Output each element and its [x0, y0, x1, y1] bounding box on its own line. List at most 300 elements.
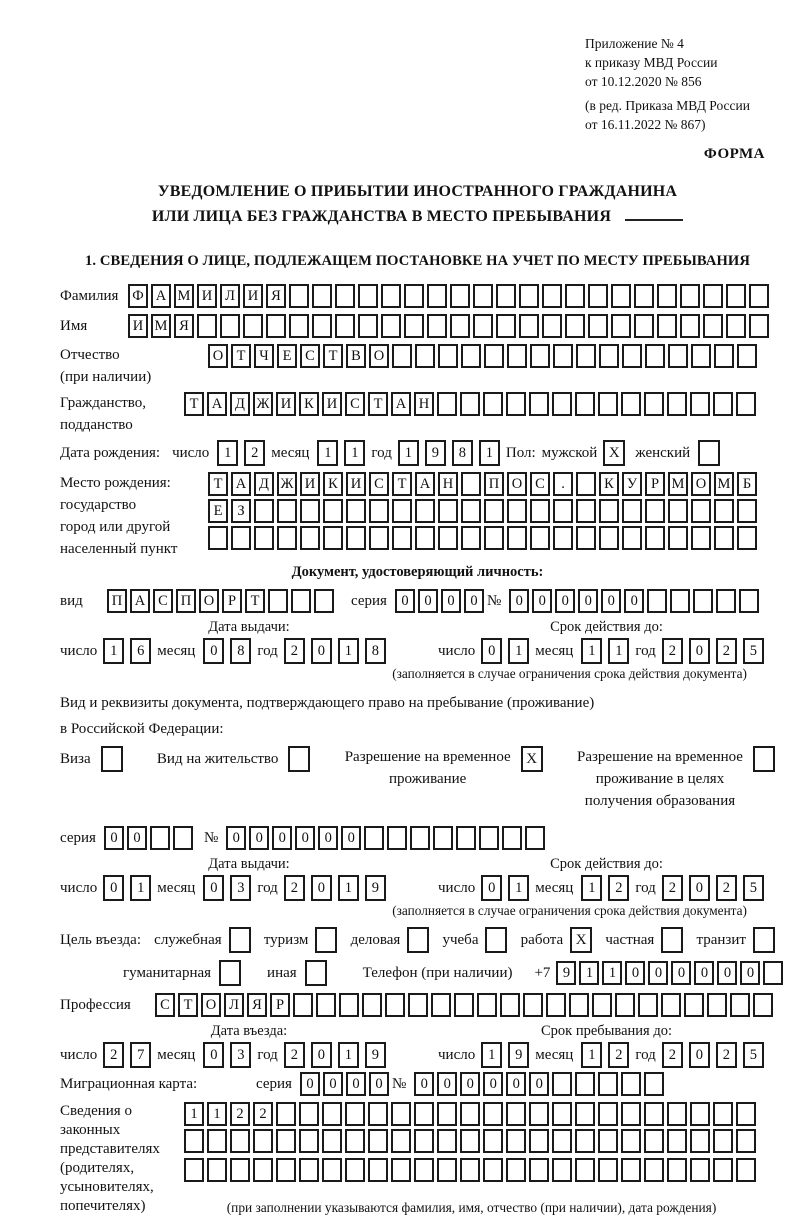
char-box: 2	[662, 638, 683, 664]
char-box	[456, 826, 476, 850]
char-box	[644, 1129, 664, 1153]
char-box: 0	[418, 589, 438, 613]
temp-residence-edu-label-line-3: получения образования	[584, 793, 736, 809]
temp-residence-label	[345, 746, 511, 790]
patronymic-label-line-2: (при наличии)	[60, 369, 152, 385]
char-box	[243, 314, 263, 338]
entry-date-header: Дата въезда:	[210, 1023, 288, 1039]
migration-card-series-boxes	[300, 1072, 392, 1096]
residence-issue-month-boxes	[203, 875, 257, 901]
char-box: К	[599, 472, 619, 496]
char-box: 2	[103, 1042, 124, 1068]
char-box: Т	[323, 344, 343, 368]
char-box: 0	[437, 1072, 457, 1096]
char-box: А	[415, 472, 435, 496]
stay-month-boxes	[581, 1042, 635, 1068]
char-box	[381, 284, 401, 308]
given-name-row	[60, 314, 775, 338]
char-box	[667, 1102, 687, 1126]
patronymic-row	[60, 344, 775, 388]
char-box	[335, 284, 355, 308]
char-box	[749, 284, 769, 308]
phone-prefix: +7	[534, 964, 551, 981]
sex-female-checkbox	[698, 440, 720, 466]
form-title	[60, 179, 775, 229]
char-box	[622, 526, 642, 550]
char-box	[645, 344, 665, 368]
char-box: А	[130, 589, 150, 613]
identity-doc-series-label: серия	[351, 592, 387, 609]
char-box: З	[231, 499, 251, 523]
char-box	[553, 499, 573, 523]
char-box: 0	[127, 826, 147, 850]
residence-doc-note: (заполняется в случае ограничения срока действия документа)	[392, 903, 747, 918]
char-box	[507, 526, 527, 550]
purpose-humanitarian-checkbox	[219, 960, 241, 986]
char-box: 7	[130, 1042, 151, 1068]
char-box: 0	[483, 1072, 503, 1096]
purpose-transit	[697, 927, 775, 953]
char-box	[299, 1158, 319, 1182]
char-box	[542, 284, 562, 308]
char-box	[657, 284, 677, 308]
sex-male-checkbox: X	[603, 440, 625, 466]
birth-place-label-line-3: город или другой	[60, 519, 171, 535]
birth-year-boxes	[398, 440, 506, 466]
identity-doc-number-label: №	[486, 592, 502, 609]
char-box: О	[201, 993, 221, 1017]
representatives-label-line-1: Сведения о	[60, 1103, 132, 1119]
char-box: 3	[230, 1042, 251, 1068]
char-box	[404, 314, 424, 338]
char-box: 9	[365, 1042, 386, 1068]
char-box: 1	[581, 1042, 602, 1068]
char-box	[737, 526, 757, 550]
year-label: год	[371, 444, 392, 461]
char-box	[438, 344, 458, 368]
char-box	[496, 284, 516, 308]
char-box	[300, 526, 320, 550]
char-box	[277, 499, 297, 523]
char-box	[427, 314, 447, 338]
purpose-business	[351, 927, 430, 953]
char-box	[716, 589, 736, 613]
char-box	[691, 499, 711, 523]
char-box	[460, 392, 480, 416]
char-box	[276, 1102, 296, 1126]
char-box	[644, 1102, 664, 1126]
citizenship-label-line-2: подданство	[60, 417, 133, 433]
residence-doc-dates-row	[60, 875, 775, 901]
purpose-study-label: учеба	[442, 931, 479, 948]
purpose-business-label: деловая	[350, 931, 401, 948]
char-box	[184, 1129, 204, 1153]
char-box	[668, 526, 688, 550]
char-box: Т	[231, 344, 251, 368]
representatives-row-2	[184, 1129, 759, 1153]
char-box: 2	[230, 1102, 250, 1126]
char-box: Я	[266, 284, 286, 308]
char-box	[657, 314, 677, 338]
char-box	[368, 1102, 388, 1126]
char-box	[598, 392, 618, 416]
char-box: 0	[341, 826, 361, 850]
char-box	[477, 993, 497, 1017]
char-box: А	[231, 472, 251, 496]
char-box	[254, 526, 274, 550]
char-box	[461, 526, 481, 550]
char-box	[184, 1158, 204, 1182]
char-box: 0	[532, 589, 552, 613]
birth-place-block	[60, 472, 775, 560]
char-box	[621, 1102, 641, 1126]
char-box	[314, 589, 334, 613]
char-box	[714, 344, 734, 368]
purpose-official	[154, 927, 251, 953]
char-box: М	[151, 314, 171, 338]
char-box	[575, 392, 595, 416]
char-box	[427, 284, 447, 308]
char-box	[293, 993, 313, 1017]
year-label: год	[257, 642, 278, 659]
char-box	[345, 1102, 365, 1126]
representatives-label	[60, 1102, 184, 1216]
purpose-business-checkbox	[407, 927, 429, 953]
char-box	[289, 284, 309, 308]
char-box: С	[530, 472, 550, 496]
purpose-transit-checkbox	[753, 927, 775, 953]
char-box	[690, 392, 710, 416]
char-box: 9	[365, 875, 386, 901]
identity-doc-issue-header: Дата выдачи:	[208, 619, 290, 635]
char-box: О	[691, 472, 711, 496]
purpose-private-checkbox	[661, 927, 683, 953]
char-box: М	[174, 284, 194, 308]
char-box	[615, 993, 635, 1017]
identity-doc-kind-label: вид	[60, 592, 83, 609]
char-box: Ж	[253, 392, 273, 416]
char-box	[552, 392, 572, 416]
char-box	[529, 392, 549, 416]
char-box	[433, 826, 453, 850]
char-box: 0	[249, 826, 269, 850]
char-box: 0	[578, 589, 598, 613]
month-label: месяц	[535, 642, 574, 659]
char-box: Р	[222, 589, 242, 613]
char-box	[647, 589, 667, 613]
char-box	[644, 1158, 664, 1182]
residence-issue-day-boxes	[103, 875, 157, 901]
char-box	[346, 499, 366, 523]
char-box	[667, 392, 687, 416]
temp-residence-edu-label	[577, 746, 743, 812]
char-box: 0	[300, 1072, 320, 1096]
char-box	[588, 314, 608, 338]
birth-date-row	[60, 440, 775, 466]
char-box	[276, 1158, 296, 1182]
char-box: 1	[479, 440, 500, 466]
char-box: 1	[481, 1042, 502, 1068]
char-box: 5	[743, 875, 764, 901]
char-box	[345, 1158, 365, 1182]
char-box: А	[151, 284, 171, 308]
identity-doc-date-headers	[60, 619, 775, 636]
given-name-label: Имя	[60, 317, 88, 334]
char-box	[506, 1129, 526, 1153]
given-name-boxes	[128, 314, 772, 338]
purpose-work	[521, 927, 593, 953]
purpose-other-checkbox	[305, 960, 327, 986]
section1-heading: 1. СВЕДЕНИЯ О ЛИЦЕ, ПОДЛЕЖАЩЕМ ПОСТАНОВКЕ НА УЧЕТ ПО МЕСТУ ПРЕБЫВАНИЯ	[84, 253, 751, 269]
char-box	[437, 1102, 457, 1126]
day-label: число	[60, 642, 98, 659]
char-box: И	[276, 392, 296, 416]
char-box	[339, 993, 359, 1017]
char-box	[437, 392, 457, 416]
char-box	[553, 344, 573, 368]
char-box: 0	[740, 961, 760, 985]
birth-place-label-line-4: населенный пункт	[60, 541, 178, 557]
char-box	[634, 314, 654, 338]
year-label: год	[257, 1046, 278, 1063]
char-box: К	[299, 392, 319, 416]
patronymic-boxes	[208, 344, 760, 368]
char-box: 8	[452, 440, 473, 466]
residence-permit-checkbox	[288, 746, 310, 772]
char-box	[598, 1072, 618, 1096]
birth-month-boxes	[317, 440, 371, 466]
entry-year-boxes	[284, 1042, 392, 1068]
char-box	[714, 526, 734, 550]
purpose-official-checkbox	[229, 927, 251, 953]
purpose-private	[605, 927, 683, 953]
char-box: 0	[460, 1072, 480, 1096]
char-box: 0	[601, 589, 621, 613]
char-box: 1	[508, 638, 529, 664]
char-box	[726, 284, 746, 308]
char-box	[588, 284, 608, 308]
char-box	[525, 826, 545, 850]
representatives-row-3	[184, 1158, 759, 1182]
char-box	[362, 993, 382, 1017]
month-label: месяц	[535, 1046, 574, 1063]
visa-option	[60, 746, 123, 772]
char-box	[523, 993, 543, 1017]
entry-month-boxes	[203, 1042, 257, 1068]
char-box	[575, 1072, 595, 1096]
char-box: В	[346, 344, 366, 368]
char-box: И	[300, 472, 320, 496]
stay-until-header: Срок пребывания до:	[541, 1023, 672, 1039]
char-box	[737, 344, 757, 368]
sex-female-label: женский	[635, 444, 691, 461]
day-label: число	[60, 879, 98, 896]
purpose-tourism-checkbox	[315, 927, 337, 953]
char-box	[552, 1072, 572, 1096]
char-box: 0	[369, 1072, 389, 1096]
char-box: 2	[244, 440, 265, 466]
char-box: У	[622, 472, 642, 496]
residence-expiry-year-boxes	[662, 875, 770, 901]
char-box	[207, 1158, 227, 1182]
day-label: число	[438, 642, 476, 659]
temp-residence-label-line-2: проживание	[389, 771, 467, 787]
birth-place-label	[60, 472, 208, 560]
char-box	[461, 472, 481, 496]
char-box	[220, 314, 240, 338]
char-box: Р	[645, 472, 665, 496]
char-box: 0	[689, 1042, 710, 1068]
residence-doc-number-boxes	[226, 826, 548, 850]
entry-day-boxes	[103, 1042, 157, 1068]
char-box: Ч	[254, 344, 274, 368]
birth-date-label: Дата рождения:	[60, 444, 161, 461]
char-box	[415, 526, 435, 550]
char-box: М	[714, 472, 734, 496]
identity-doc-number-boxes	[509, 589, 762, 613]
residence-doc-series-label: серия	[60, 829, 96, 846]
char-box	[693, 589, 713, 613]
purpose-humanitarian-label: гуманитарная	[123, 964, 212, 981]
char-box: 0	[318, 826, 338, 850]
char-box	[736, 1129, 756, 1153]
char-box	[253, 1129, 273, 1153]
char-box	[150, 826, 170, 850]
char-box	[289, 314, 309, 338]
char-box: 1	[338, 1042, 359, 1068]
char-box: Н	[414, 392, 434, 416]
char-box	[680, 314, 700, 338]
char-box: Т	[245, 589, 265, 613]
purpose-work-label: работа	[520, 931, 564, 948]
char-box	[368, 1129, 388, 1153]
char-box: А	[207, 392, 227, 416]
char-box	[599, 526, 619, 550]
char-box: К	[323, 472, 343, 496]
char-box	[268, 589, 288, 613]
char-box	[506, 392, 526, 416]
surname-label: Фамилия	[60, 287, 119, 304]
purpose-study	[442, 927, 507, 953]
char-box	[450, 314, 470, 338]
char-box	[691, 526, 711, 550]
char-box	[575, 1129, 595, 1153]
char-box	[460, 1129, 480, 1153]
char-box	[592, 993, 612, 1017]
char-box	[634, 284, 654, 308]
char-box	[737, 499, 757, 523]
char-box: Ф	[128, 284, 148, 308]
char-box	[381, 314, 401, 338]
year-label: год	[257, 879, 278, 896]
representatives-note: (при заполнении указываются фамилия, имя, отчество (при наличии), дата рождения)	[226, 1200, 717, 1215]
char-box	[277, 526, 297, 550]
residence-issue-year-boxes	[284, 875, 392, 901]
char-box	[392, 499, 412, 523]
char-box	[460, 1158, 480, 1182]
amendment-line-1: (в ред. Приказа МВД России	[585, 98, 750, 113]
char-box: 0	[226, 826, 246, 850]
surname-boxes	[128, 284, 772, 308]
representatives-label-line-6: попечителях)	[60, 1198, 146, 1214]
char-box: 5	[743, 1042, 764, 1068]
char-box	[253, 1158, 273, 1182]
char-box	[415, 499, 435, 523]
char-box	[369, 526, 389, 550]
char-box: 8	[365, 638, 386, 664]
char-box	[739, 589, 759, 613]
char-box: 0	[481, 875, 502, 901]
migration-card-row	[60, 1072, 775, 1096]
char-box: С	[155, 993, 175, 1017]
year-label: год	[635, 642, 656, 659]
char-box	[506, 1102, 526, 1126]
char-box	[621, 1158, 641, 1182]
citizenship-row	[60, 392, 775, 436]
char-box: 1	[130, 875, 151, 901]
char-box	[414, 1102, 434, 1126]
char-box: 1	[317, 440, 338, 466]
identity-doc-expiry-header: Срок действия до:	[550, 619, 663, 635]
char-box: 0	[648, 961, 668, 985]
char-box: С	[300, 344, 320, 368]
char-box	[483, 392, 503, 416]
char-box: 1	[207, 1102, 227, 1126]
char-box	[322, 1102, 342, 1126]
char-box: Л	[220, 284, 240, 308]
char-box: 9	[556, 961, 576, 985]
residence-expiry-month-boxes	[581, 875, 635, 901]
char-box	[431, 993, 451, 1017]
residence-doc-series-row	[60, 826, 775, 850]
char-box: 5	[743, 638, 764, 664]
char-box	[645, 499, 665, 523]
char-box: 0	[346, 1072, 366, 1096]
char-box	[496, 314, 516, 338]
char-box: Б	[737, 472, 757, 496]
char-box: 2	[716, 875, 737, 901]
purpose-official-label: служебная	[154, 931, 222, 948]
birth-day-boxes	[217, 440, 271, 466]
char-box	[714, 499, 734, 523]
char-box	[726, 314, 746, 338]
day-label: число	[60, 1046, 98, 1063]
char-box	[530, 526, 550, 550]
char-box	[323, 499, 343, 523]
form-label: ФОРМА	[703, 146, 765, 162]
char-box	[621, 1072, 641, 1096]
residence-expiry-day-boxes	[481, 875, 535, 901]
char-box: П	[484, 472, 504, 496]
purpose-tourism-label: туризм	[263, 931, 309, 948]
char-box: 0	[203, 638, 224, 664]
char-box	[358, 314, 378, 338]
char-box	[730, 993, 750, 1017]
char-box: 1	[581, 875, 602, 901]
sex-male-label: мужской	[541, 444, 598, 461]
char-box	[345, 1129, 365, 1153]
char-box: 0	[481, 638, 502, 664]
char-box: 0	[717, 961, 737, 985]
char-box	[408, 993, 428, 1017]
purpose-transit-label: транзит	[696, 931, 746, 948]
char-box	[207, 1129, 227, 1153]
purpose-work-checkbox: X	[570, 927, 592, 953]
char-box: 1	[344, 440, 365, 466]
char-box	[691, 344, 711, 368]
citizenship-label	[60, 392, 184, 436]
char-box	[415, 344, 435, 368]
